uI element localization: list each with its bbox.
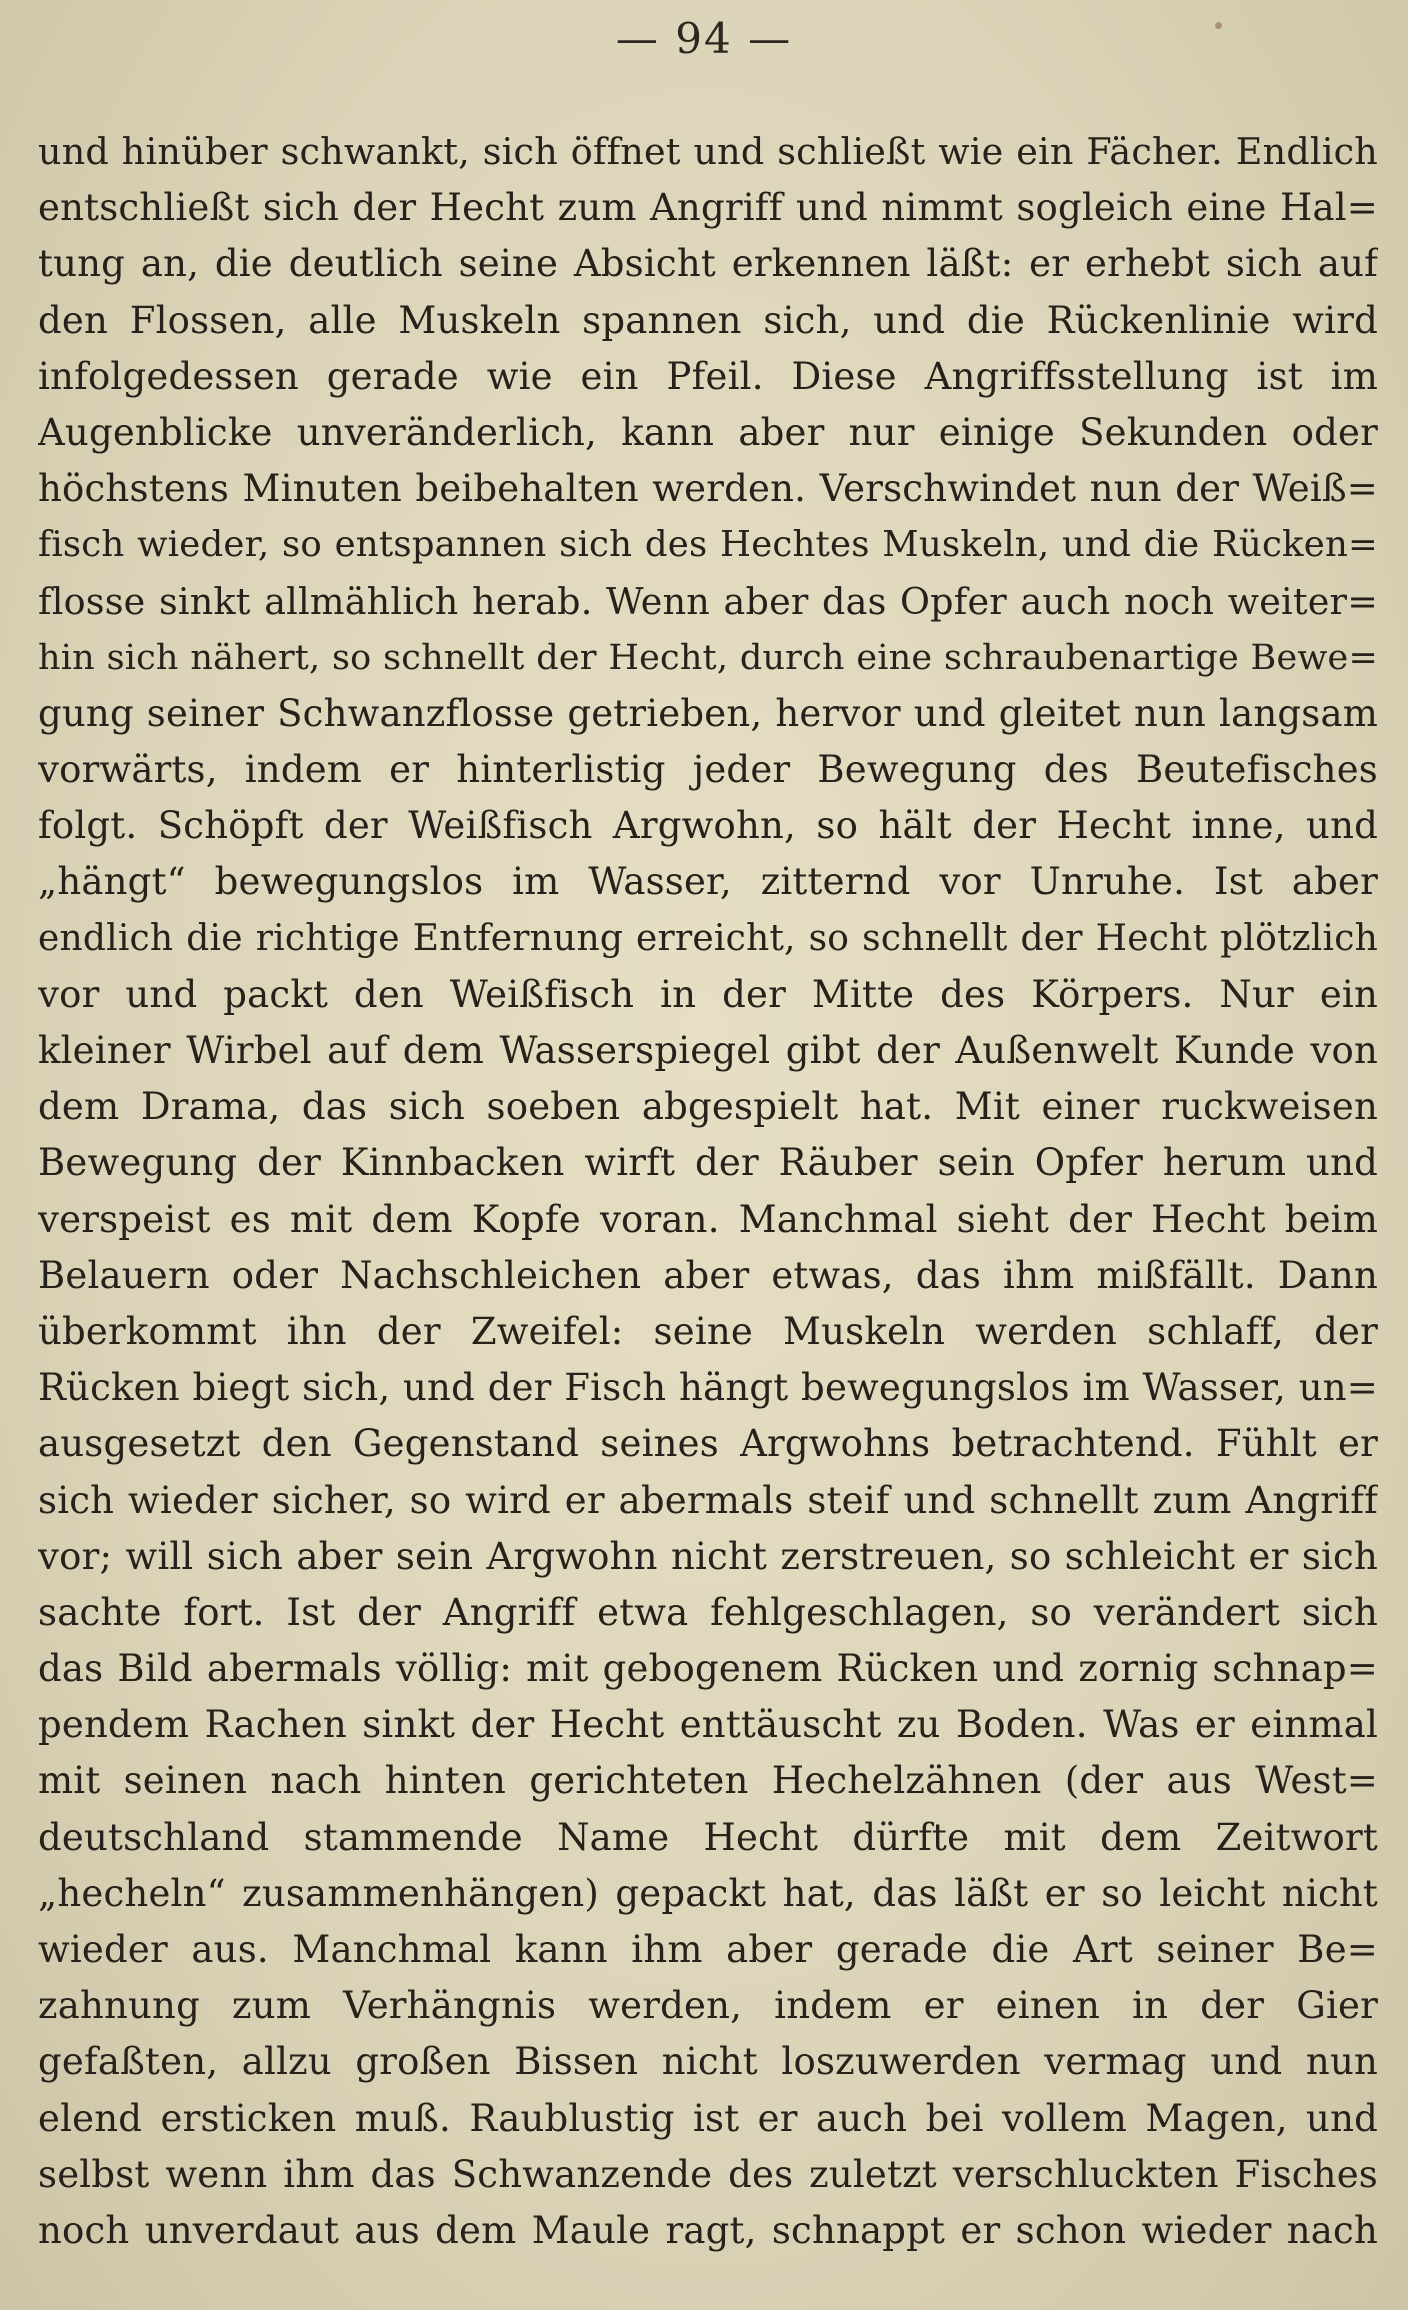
text-line: Rücken biegt sich, und der Fisch hängt bewegungslos im Wasser, un=: [38, 1366, 1378, 1410]
text-line: gefaßten, allzu großen Bissen nicht loszuwerden vermag und nun: [38, 2040, 1378, 2084]
text-line: höchstens Minuten beibehalten werden. Verschwindet nun der Weiß=: [38, 467, 1378, 511]
text-line: hin sich nähert, so schnellt der Hecht, durch eine schraubenartige Bewe=: [38, 637, 1378, 678]
text-line: selbst wenn ihm das Schwanzende des zuletzt verschluckten Fisches: [38, 2152, 1378, 2196]
text-line: den Flossen, alle Muskeln spannen sich, und die Rückenlinie wird: [38, 298, 1378, 342]
page-number: — 94 —: [615, 14, 793, 63]
text-line: flosse sinkt allmählich herab. Wenn aber das Opfer auch noch weiter=: [38, 579, 1378, 623]
text-line: noch unverdaut aus dem Maule ragt, schnappt er schon wieder nach: [38, 2208, 1378, 2252]
text-line: endlich die richtige Entfernung erreicht, so schnellt der Hecht plötzlich: [38, 917, 1378, 959]
text-line: ausgesetzt den Gegenstand seines Argwohns betrachtend. Fühlt er: [38, 1422, 1378, 1466]
text-line: wieder aus. Manchmal kann ihm aber gerade die Art seiner Be=: [38, 1928, 1378, 1971]
text-line: überkommt ihn der Zweifel: seine Muskeln werden schlaff, der: [38, 1309, 1378, 1353]
text-line: das Bild abermals völlig: mit gebogenem Rücken und zornig schnap=: [38, 1647, 1378, 1691]
text-line: infolgedessen gerade wie ein Pfeil. Diese Angriffsstellung ist im: [38, 354, 1378, 398]
text-line: sich wieder sicher, so wird er abermals steif und schnellt zum Angriff: [38, 1478, 1378, 1522]
text-line: sachte fort. Ist der Angriff etwa fehlgeschlagen, so verändert sich: [38, 1590, 1378, 1634]
text-line: verspeist es mit dem Kopfe voran. Manchmal sieht der Hecht beim: [38, 1197, 1378, 1241]
text-line: entschließt sich der Hecht zum Angriff und nimmt sogleich eine Hal=: [38, 186, 1378, 230]
text-line: folgt. Schöpft der Weißfisch Argwohn, so hält der Hecht inne, und: [38, 804, 1378, 848]
text-line: fisch wieder, so entspannen sich des Hechtes Muskeln, und die Rücken=: [38, 524, 1378, 566]
text-line: vorwärts, indem er hinterlistig jeder Bewegung des Beutefisches: [38, 748, 1378, 792]
text-line: tung an, die deutlich seine Absicht erkennen läßt: er erhebt sich auf: [38, 242, 1378, 286]
text-line: Belauern oder Nachschleichen aber etwas, das ihm mißfällt. Dann: [38, 1253, 1378, 1297]
text-line: Bewegung der Kinnbacken wirft der Räuber sein Opfer herum und: [38, 1141, 1378, 1185]
text-line: vor; will sich aber sein Argwohn nicht zerstreuen, so schleicht er sich: [38, 1534, 1378, 1578]
text-line: pendem Rachen sinkt der Hecht enttäuscht zu Boden. Was er einmal: [38, 1703, 1378, 1747]
text-line: deutschland stammende Name Hecht dürfte mit dem Zeitwort: [38, 1815, 1378, 1859]
text-line: elend ersticken muß. Raublustig ist er auch bei vollem Magen, und: [38, 2096, 1378, 2140]
text-line: zahnung zum Verhängnis werden, indem er einen in der Gier: [38, 1984, 1378, 2028]
text-line: „hecheln“ zusammenhängen) gepackt hat, das läßt er so leicht nicht: [38, 1871, 1378, 1915]
text-line: und hinüber schwankt, sich öffnet und schließt wie ein Fächer. Endlich: [38, 130, 1378, 173]
text-line: dem Drama, das sich soeben abgespielt hat. Mit einer ruckweisen: [38, 1085, 1378, 1129]
body-text: [38, 124, 1378, 2259]
text-line: gung seiner Schwanzflosse getrieben, hervor und gleitet nun langsam: [38, 691, 1378, 735]
text-line: mit seinen nach hinten gerichteten Hechelzähnen (der aus West=: [38, 1759, 1378, 1803]
text-line: vor und packt den Weißfisch in der Mitte des Körpers. Nur ein: [38, 972, 1378, 1016]
text-line: „hängt“ bewegungslos im Wasser, zitternd vor Unruhe. Ist aber: [38, 860, 1378, 904]
text-line: Augenblicke unveränderlich, kann aber nur einige Sekunden oder: [38, 410, 1378, 454]
text-line: kleiner Wirbel auf dem Wasserspiegel gibt der Außenwelt Kunde von: [38, 1029, 1378, 1072]
